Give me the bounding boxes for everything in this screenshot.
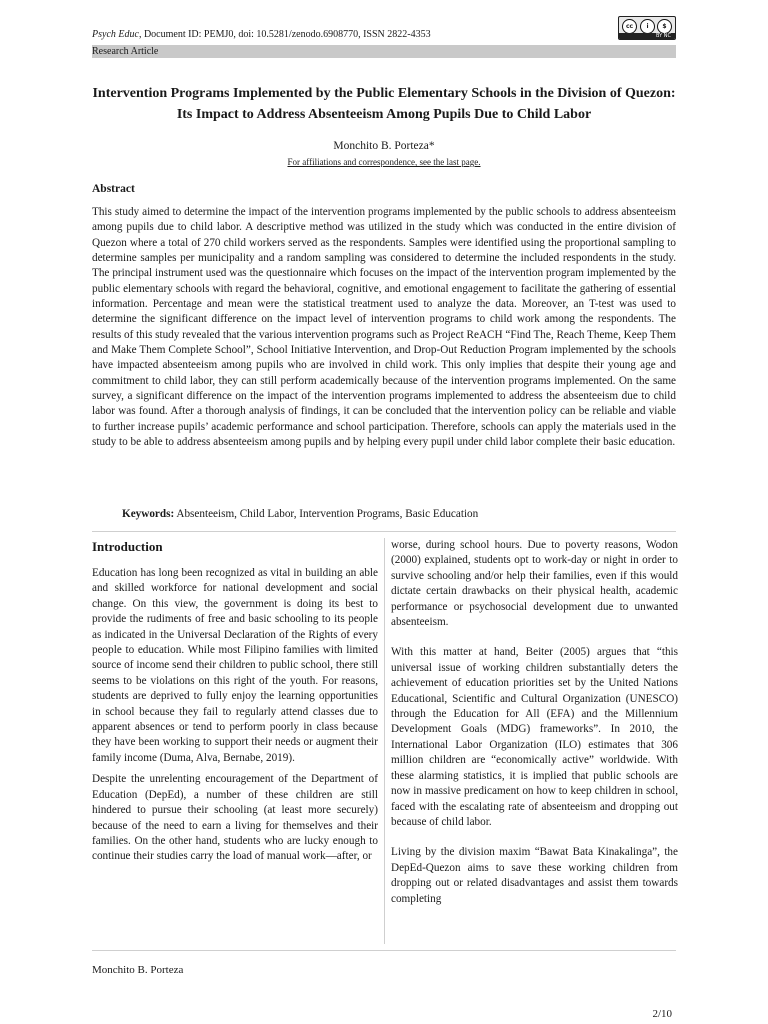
right-column: [391, 538, 678, 907]
section-divider: [92, 531, 676, 532]
intro-paragraph: Living by the division maxim “Bawat Bata Kinakalinga”, the DepEd-Quezon aims to save these working children from dropping out or related disadvantages and assist them towards completing: [391, 846, 678, 905]
author-name: Monchito B. Porteza*: [333, 140, 435, 152]
cc-license-badge[interactable]: [618, 16, 676, 40]
journal-citation: [92, 29, 431, 40]
license-label-bar: BY NC: [619, 33, 675, 39]
article-type-bar: Research Article: [92, 45, 676, 58]
attribution-icon: i: [640, 19, 655, 34]
intro-paragraph: Education has long been recognized as vital in building an able and skilled workforce for national development and social change. On this view, the government is doing its best to provide the rudiments of free and basic schooling to its people as indicated in the Universal Declaration of the Rights of every people to education. While most Filipino families with limited source of income send their children to public school, there still seems to be violations on this right of the youth. For reasons, students are deprived to fully enjoy the learning opportunities in school because they fail to regularly attend classes due to apparent absences or tend to perform poorly in class because they have been working to support their needs or augment their family income (Duma, Alva, Bernabe, 2019).: [92, 567, 378, 764]
keywords-label: Keywords:: [122, 508, 175, 520]
citation-details: , Document ID: PEMJ0, doi: 10.5281/zenodo.6908770, ISSN 2822-4353: [138, 29, 431, 40]
abstract-heading: Abstract: [92, 183, 135, 195]
affiliation-link[interactable]: For affiliations and correspondence, see the last page.: [287, 157, 481, 167]
introduction-heading: Introduction: [92, 539, 163, 554]
abstract-body: This study aimed to determine the impact of the intervention programs implemented by the public schools to address absenteeism among pupils due to child labor. A descriptive method was utilized in the study which was conducted in the entire division of Quezon where a total of 270 child workers served as the respondents. Samples were identified using the proportional sampling to determine samples per municipality and a random sampling was considered to determine the included respondents in the study. The principal instrument used was the questionnaire which focuses on the impact of the intervention program implemented by the public elementary schools with regard the behavioral, cognitive, and emotional engagement to facilitate the gathering of essential information. Percentage and mean were the statistical treatment used to analyze the data. Moreover, an T-test was used to determine the significant difference on the impact level of intervention programs to child work among the respondents. The results of this study revealed that the various intervention programs such as Project ReACH “Find The, Reach Theme, Keep Them and Make Them Complete School”, School Initiative Intervention, and Drop-Out Reduction Program implemented by the schools have impacted absenteeism among pupils who are involved in child work. This only implies that despite their young age and commitment to child labor, they can still perform academically because of the intervention programs implemented. On the same survey, a significant difference on the impact of the intervention programs implemented to address the absenteeism due to child labor was found. After a thorough analysis of findings, it can be concluded that the intervention policy can be reliable and viable to further increase pupils’ academic performance and school participation. Therefore, schools can apply the materials used in the study to be able to address absenteeism among pupils and by helping every pupil under child labor complete their basic education.: [92, 206, 676, 449]
keywords: [122, 508, 478, 520]
footer-divider: [92, 950, 676, 951]
paper-title: Intervention Programs Implemented by the Public Elementary Schools in the Division of Quezon: Its Impact to Address Absenteeism Among Pupils Due to Child Labor: [92, 86, 676, 122]
keywords-text: Absenteeism, Child Labor, Intervention Programs, Basic Education: [174, 508, 479, 520]
intro-paragraph: With this matter at hand, Beiter (2005) argues that “this universal issue of working children substantially deters the achievement of education priorities set by the United Nations Educational, Scientific and Cultural Organization (UNESCO) through the Education for All (EFA) and the Millennium Development Goals (MDG) frameworks”. In 2010, the International Labor Organization (ILO) estimates that 306 million children are “economically active” worldwide. With these alarming statistics, it is implied that public schools are now in massive predicament on how to keep children in school, faced with the escalating rate of absenteeism and dropping out because of child labor.: [391, 646, 678, 828]
footer-author: Monchito B. Porteza: [92, 964, 184, 976]
page-number: 2/10: [652, 1008, 672, 1020]
column-divider: [384, 538, 385, 944]
intro-paragraph: worse, during school hours. Due to poverty reasons, Wodon (2000) explained, students opt to work-day or night in order to survive schooling and/or help their families, even if this would dictate certain drawbacks on their physical health, academic performance or psychosocial development due to unwanted absenteeism.: [391, 539, 678, 629]
cc-icon: cc: [622, 19, 637, 34]
left-column: [92, 538, 378, 865]
intro-paragraph: Despite the unrelenting encouragement of the Department of Education (DepEd), a number of these children are still hindered to pursue their schooling (at least more securely) because of the need to earn a living for themselves and their families. On the other hand, students who are lucky enough to continue their studies carry the load of manual work—after, or: [92, 773, 378, 863]
journal-name: Psych Educ: [92, 29, 139, 40]
noncommercial-icon: $: [657, 19, 672, 34]
